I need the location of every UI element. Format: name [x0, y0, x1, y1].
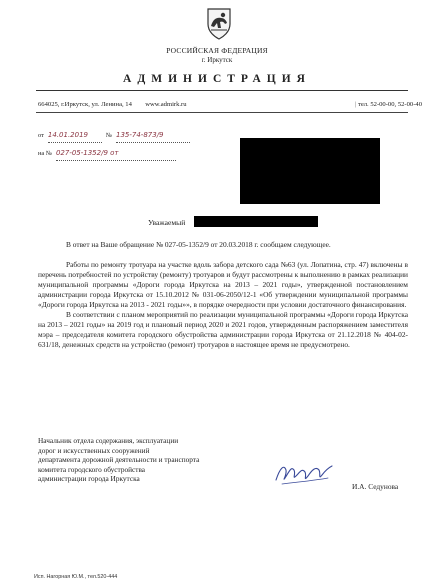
- number-value: 135-74-873/9: [116, 131, 164, 139]
- website-text: www.admirk.ru: [145, 101, 187, 108]
- paragraph-1: В ответ на Ваше обращение № 027-05-1352/9 от 20.03.2018 г. сообщаем следующее.: [66, 240, 331, 249]
- position-line-3: департамента дорожной деятельности и транспорта: [38, 455, 200, 465]
- handwritten-signature: [272, 460, 334, 488]
- city-heading: г. Иркутск: [201, 56, 233, 64]
- registration-from-line: [38, 124, 208, 143]
- paragraph-2: Работы по ремонту тротуара на участке вдоль забора детского сада №63 (ул. Лопатина, стр. 47) включены в перечень потребностей по устройству (ремонту) тротуаров и будут рассмотрены к выполнению в рамках реализации муниципальной программы «Дороги города Иркутска на 2013 – 2021 годы», утвержденной постановлением администрации города Иркутска от 15.10.2012 № 031-06-2050/12-1 «Об утверждении муниципальной программы «Дороги города Иркутска на 2013 - 2021 годы»», в порядке очередности при условии достаточного финансирования.: [38, 260, 408, 309]
- contacts-divider: [36, 112, 408, 113]
- redacted-addressee: [240, 138, 380, 204]
- ref-label: на №: [38, 150, 52, 157]
- from-label: от: [38, 132, 44, 139]
- administration-heading: АДМИНИСТРАЦИЯ: [123, 73, 311, 85]
- number-label: №: [105, 132, 113, 139]
- position-line-1: Начальник отдела содержания, эксплуатации: [38, 436, 179, 445]
- header-divider: [36, 90, 408, 91]
- position-line-2: дорог и искусственных сооружений: [38, 445, 150, 455]
- registration-ref-line: [38, 142, 208, 161]
- signer-position: [38, 436, 258, 484]
- federation-heading: РОССИЙСКАЯ ФЕДЕРАЦИЯ: [166, 46, 268, 55]
- phone-line: | тел. 52-00-00, 52-00-40: [354, 101, 422, 108]
- redacted-recipient-name: [194, 216, 318, 227]
- address-line: [38, 101, 187, 108]
- position-line-5: администрации города Иркутска: [38, 474, 140, 484]
- greeting-text: Уважаемый: [148, 218, 186, 227]
- position-line-4: комитета городского обустройства: [38, 464, 146, 474]
- greeting-line: [148, 218, 185, 227]
- phone-text: тел. 52-00-00, 52-00-40: [357, 101, 422, 108]
- ref-value: 027-05-1352/9 от: [55, 149, 119, 157]
- paragraph-3: В соответствии с планом мероприятий по реализации муниципальной программы «Дороги города Иркутска на 2013 – 2021 годы» на 2019 год и плановый период 2020 и 2021 годов, утвержденным распоряжением заместителя мэра – председателя комитета городского обустройства администрации города Иркутска от 21.12.2018 № 404-02-631/18, денежных средств на устройство (ремонт) тротуаров в настоящее время не предусмотрено.: [38, 310, 408, 349]
- coat-of-arms-emblem: [205, 6, 233, 40]
- from-value: 14.01.2019: [47, 131, 88, 139]
- signer-name: И.А. Седунова: [352, 482, 399, 491]
- letter-body: [38, 240, 408, 350]
- executor-footer: Исп. Нагорная Ю.М., тел.520-444: [34, 574, 118, 580]
- address-text: 664025, г.Иркутск, ул. Ленина, 14: [38, 101, 132, 108]
